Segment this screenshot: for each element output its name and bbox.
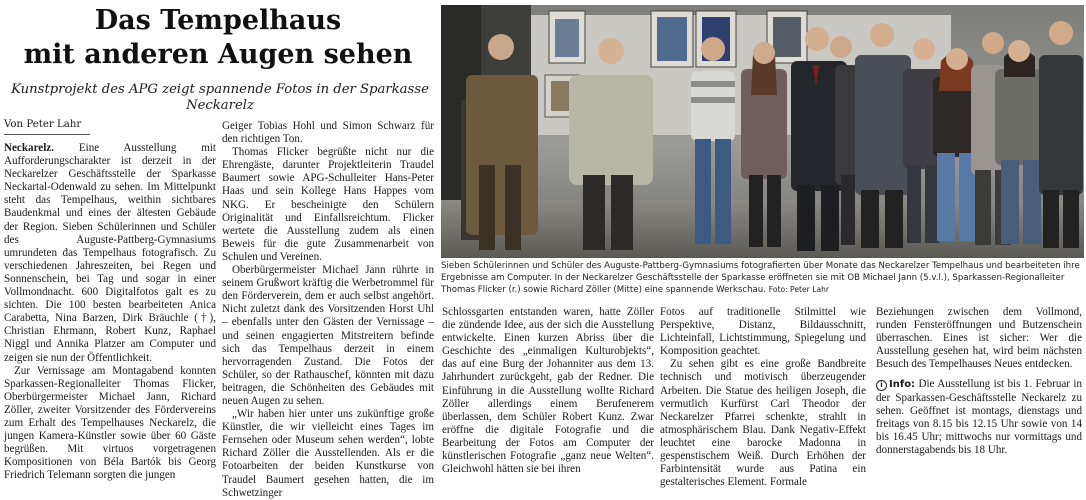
paragraph-text: Eine Ausstellung mit Aufforderungscharakter ist derzeit in der Neckarelzer Geschäftsstelle der Sparkasse Neckartal-Odenwald zu sehen. Im Mittelpunkt steht das Tempelhaus, weithin sichtbares Baudenkmal und eines der ältesten Gebäude der Region. Sieben Schülerinnen und Schüler des Auguste-Pattberg-Gymnasiums umrundeten das Tempelhaus fotografisch. Zu verschiedenen Jahreszeiten, bei Regen und Sonnenschein, bei Tag und sogar in einer Vollmondnacht. 600 Digitalfotos galt es zu sichten. Die 100 besten bearbeiteten Anica Carabetta, Nina Barzen, Dirk Bräuchle (†), Christian Ehrmann, Robert Kunz, Raphael Niggl und Annika Platzer am Computer und zeigen sie nun der Öffentlichkeit. (4, 142, 216, 364)
byline-underline (4, 134, 90, 135)
photo-caption (441, 261, 1084, 297)
paragraph: Zur Vernissage am Montagabend konnten Sparkassen-Regionalleiter Thomas Flicker, Oberbürgermeister Michael Jann, Richard Zöller, zweiter Vorsitzender des Fördervereins zum Erhalt des Tempelhauses Neckarelz, die jungen Kamera-Künstler sowie über 60 Gäste begrüßen. Mit virtuos vorgetragenen Kompositionen von Béla Bartók bis Georg Friedrich Telemann sorgten die jungen (4, 364, 216, 482)
headline (0, 4, 436, 72)
paragraph: Zu sehen gibt es eine große Bandbreite technisch und motivisch überzeugender Arbeiten. Die Statue des heiligen Joseph, die vermutlich Kurfürst Carl Theodor der Neckarelzer Pfarrei schenkte, strahlt in atmosphärischem Blau. Dank Negativ-Effekt leuchtet eine barocke Madonna in gespenstischem Weiß. Durch Erhöhen der Farbintensität wurde aus Patina ein gestalterisches Element. Formale (660, 358, 866, 489)
article-column-4 (660, 306, 866, 489)
paragraph: Fotos auf traditionelle Stilmittel wie Perspektive, Distanz, Bildausschnitt, Lichteinfall, Lichtstimmung, Spiegelung und Komposition geachtet. (660, 306, 866, 358)
info-icon: i (876, 380, 887, 391)
byline: Von Peter Lahr (4, 119, 82, 130)
paragraph: Schlossgarten entstanden waren, hatte Zöller die zündende Idee, aus der sich die Ausstellung entwickelte. Einen kurzen Abriss über die Geschichte des „einmaligen Kulturobjekts“, das auf eine Burg der Johanniter aus dem 13. Jahrhundert zurückgeht, gab der Redner. Die Einführung in die Ausstellung wollte Richard Zöller allerdings einem Berufenerem überlassen, dem Schüler Robert Kunz. Zwar eröffne die digitale Fotografie und die Bearbeitung der Fotos am Computer der künstlerischen Fotografie „ganz neue Welten“. Gleichwohl hätten sie bei ihren (442, 306, 654, 476)
group-photo-image (441, 5, 1084, 258)
info-box (876, 378, 1082, 457)
paragraph: Oberbürgermeister Michael Jann rührte in seinem Grußwort kräftig die Werbetrommel für den Förderverein, dem er auch selbst angehört. Nicht zuletzt dank des Vorsitzenden Horst Uhl – ebenfalls unter den Gästen der Vernissage – und seinen engagierten Mitstreitern befinde sich das Tempelhaus derzeit in einem hervorragenden Zustand. Die Fotos der Schüler, so der Rathauschef, könnten mit dazu beitragen, die Schönheiten des Gebäudes mit neuen Augen zu sehen. (222, 264, 434, 407)
paragraph: Thomas Flicker begrüßte nicht nur die Ehrengäste, darunter Projektleiterin Traudel Baumert sowie APG-Schulleiter Hans-Peter Haas und sein Kollege Hans Happes vom NKG. Er bescheinigte den Schülern Originalität und Einfallsreichtum. Flicker wertete die Ausstellung zudem als einen Beweis für die gute Zusammenarbeit von Schulen und Vereinen. (222, 146, 434, 263)
photo-credit: Foto: Peter Lahr (768, 285, 830, 295)
paragraph: „Wir haben hier unter uns zukünftige große Künstler, die wir vielleicht eines Tages im Fernsehen oder Museum sehen werden“, lobte Richard Zöller die Ausstellenden. Als er die Fotoarbeiten der beiden Kunstkurse von Traudel Baumert gesehen hatten, die im Schwetzinger (222, 408, 434, 499)
paragraph: Geiger Tobias Hohl und Simon Schwarz für den richtigen Ton. (222, 120, 434, 146)
info-text: Die Ausstellung ist bis 1. Februar in der Sparkassen-Geschäftsstelle Neckarelz zu sehen. Geöffnet ist montags, dienstags und freitags von 8.15 bis 12.15 Uhr sowie von 14 bis 16.45 Uhr; mittwochs nur vormittags und donnerstagabends bis 18 Uhr. (876, 378, 1082, 456)
headline-line-2: mit anderen Augen sehen (23, 39, 413, 70)
caption-text: Sieben Schülerinnen und Schüler des Auguste-Pattberg-Gymnasiums fotografierten über Monate das Neckarelzer Tempelhaus und bearbeiteten ihre Ergebnisse am Computer. In der Neckarelzer Geschäftsstelle der Sparkasse eröffneten sie mit OB Michael Jann (5.v.l.), Sparkassen-Regionalleiter Thomas Flicker (r.) sowie Richard Zöller (Mitte) eine spannende Werkschau. (441, 261, 1080, 296)
article-column-5 (876, 306, 1082, 457)
group-photo (441, 5, 1084, 258)
article-column-3 (442, 306, 654, 476)
subheadline: Kunstprojekt des APG zeigt spannende Fotos in der Sparkasse Neckarelz (11, 82, 429, 113)
paragraph (4, 142, 216, 365)
headline-line-1: Das Tempelhaus (94, 5, 342, 36)
article-column-2 (222, 120, 434, 500)
article-column-1 (4, 142, 216, 482)
paragraph: Beziehungen zwischen dem Vollmond, runden Fensteröffnungen und Butzenschein überraschen. Eines ist sicher: Wer die Ausstellung gesehen hat, wird beim nächsten Besuch des Tempelhauses Neues entdecken. (876, 306, 1082, 371)
info-label: Info: (889, 379, 916, 391)
dateline: Neckarelz. (4, 142, 55, 154)
